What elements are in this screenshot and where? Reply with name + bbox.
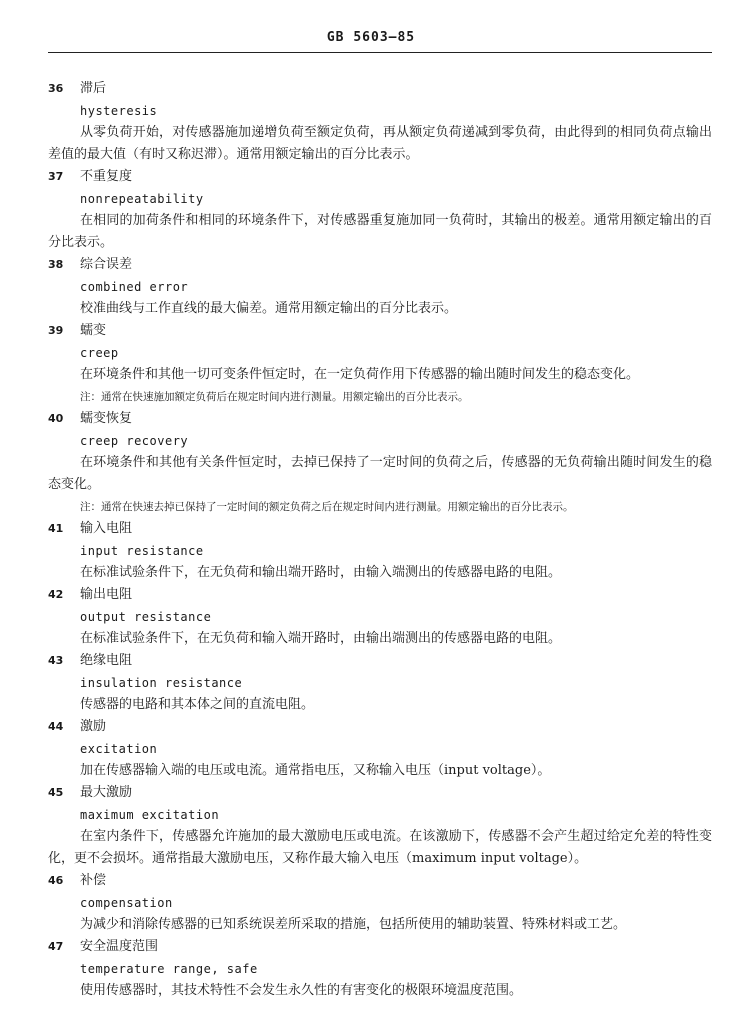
term-note: 注：通常在快速去掉已保持了一定时间的额定负荷之后在规定时间内进行测量。用额定输出的百分比表示。 [80, 501, 574, 513]
term-english: combined error [80, 280, 189, 294]
term-definition: 在环境条件和其他一切可变条件恒定时，在一定负荷作用下传感器的输出随时间发生的稳态变化。 [80, 367, 640, 382]
term-english: input resistance [80, 544, 204, 558]
term-entry-37 [48, 166, 712, 254]
term-definition: 校准曲线与工作直线的最大偏差。通常用额定输出的百分比表示。 [80, 301, 458, 316]
term-english: nonrepeatability [80, 192, 204, 206]
term-chinese: 绝缘电阻 [80, 653, 133, 668]
term-english: excitation [80, 742, 158, 756]
term-chinese: 不重复度 [80, 169, 133, 184]
header-divider [48, 52, 712, 53]
term-definition: 在标准试验条件下，在无负荷和输入端开路时，由输出端测出的传感器电路的电阻。 [80, 631, 562, 646]
term-number: 43 [48, 654, 64, 667]
term-number: 45 [48, 786, 64, 799]
term-entry-40 [48, 408, 712, 518]
term-number: 38 [48, 258, 64, 271]
term-definition: 从零负荷开始，对传感器施加递增负荷至额定负荷，再从额定负荷递减到零负荷，由此得到的相同负荷点输出差值的最大值（有时又称迟滞）。通常用额定输出的百分比表示。 [48, 125, 712, 162]
term-definition: 在相同的加荷条件和相同的环境条件下，对传感器重复施加同一负荷时，其输出的极差。通常用额定输出的百分比表示。 [48, 213, 712, 250]
term-chinese: 最大激励 [80, 785, 133, 800]
term-entry-38 [48, 254, 712, 320]
term-definition: 在标准试验条件下，在无负荷和输出端开路时，由输入端测出的传感器电路的电阻。 [80, 565, 562, 580]
term-chinese: 综合误差 [80, 257, 133, 272]
term-list [48, 78, 712, 1002]
term-definition: 使用传感器时，其技术特性不会发生永久性的有害变化的极限环境温度范围。 [80, 983, 523, 998]
term-english: hysteresis [80, 104, 158, 118]
term-definition: 传感器的电路和其本体之间的直流电阻。 [80, 697, 315, 712]
term-english: output resistance [80, 610, 212, 624]
term-entry-44 [48, 716, 712, 782]
term-number: 42 [48, 588, 64, 601]
term-number: 47 [48, 940, 64, 953]
term-number: 40 [48, 412, 64, 425]
term-chinese: 安全温度范围 [80, 939, 159, 954]
term-definition: 在环境条件和其他有关条件恒定时，去掉已保持了一定时间的负荷之后，传感器的无负荷输出随时间发生的稳态变化。 [48, 455, 712, 492]
term-chinese: 输入电阻 [80, 521, 133, 536]
term-english: maximum excitation [80, 808, 220, 822]
term-english: creep [80, 346, 119, 360]
term-english: temperature range, safe [80, 962, 258, 976]
term-entry-43 [48, 650, 712, 716]
term-chinese: 输出电阻 [80, 587, 133, 602]
term-definition: 加在传感器输入端的电压或电流。通常指电压，又称输入电压（input voltage）。 [80, 763, 551, 778]
term-number: 37 [48, 170, 64, 183]
term-chinese: 蠕变恢复 [80, 411, 133, 426]
term-chinese: 蠕变 [80, 323, 107, 338]
term-number: 46 [48, 874, 64, 887]
term-entry-45 [48, 782, 712, 870]
term-entry-46 [48, 870, 712, 936]
term-chinese: 激励 [80, 719, 107, 734]
term-entry-42 [48, 584, 712, 650]
term-english: creep recovery [80, 434, 189, 448]
term-number: 36 [48, 82, 64, 95]
term-number: 39 [48, 324, 64, 337]
term-english: compensation [80, 896, 173, 910]
term-note: 注：通常在快速施加额定负荷后在规定时间内进行测量。用额定输出的百分比表示。 [80, 391, 469, 403]
term-chinese: 滞后 [80, 81, 107, 96]
term-number: 44 [48, 720, 64, 733]
term-entry-41 [48, 518, 712, 584]
term-definition: 为减少和消除传感器的已知系统误差所采取的措施，包括所使用的辅助装置、特殊材料或工艺。 [80, 917, 627, 932]
term-entry-47 [48, 936, 712, 1002]
term-definition: 在室内条件下，传感器允许施加的最大激励电压或电流。在该激励下，传感器不会产生超过给定允差的特性变化，更不会损坏。通常指最大激励电压，又称作最大输入电压（maximum input voltage）。 [48, 829, 712, 866]
standard-header: GB 5603—85 [326, 30, 416, 45]
term-entry-39 [48, 320, 712, 408]
term-chinese: 补偿 [80, 873, 107, 888]
term-english: insulation resistance [80, 676, 243, 690]
term-entry-36 [48, 78, 712, 166]
term-number: 41 [48, 522, 64, 535]
